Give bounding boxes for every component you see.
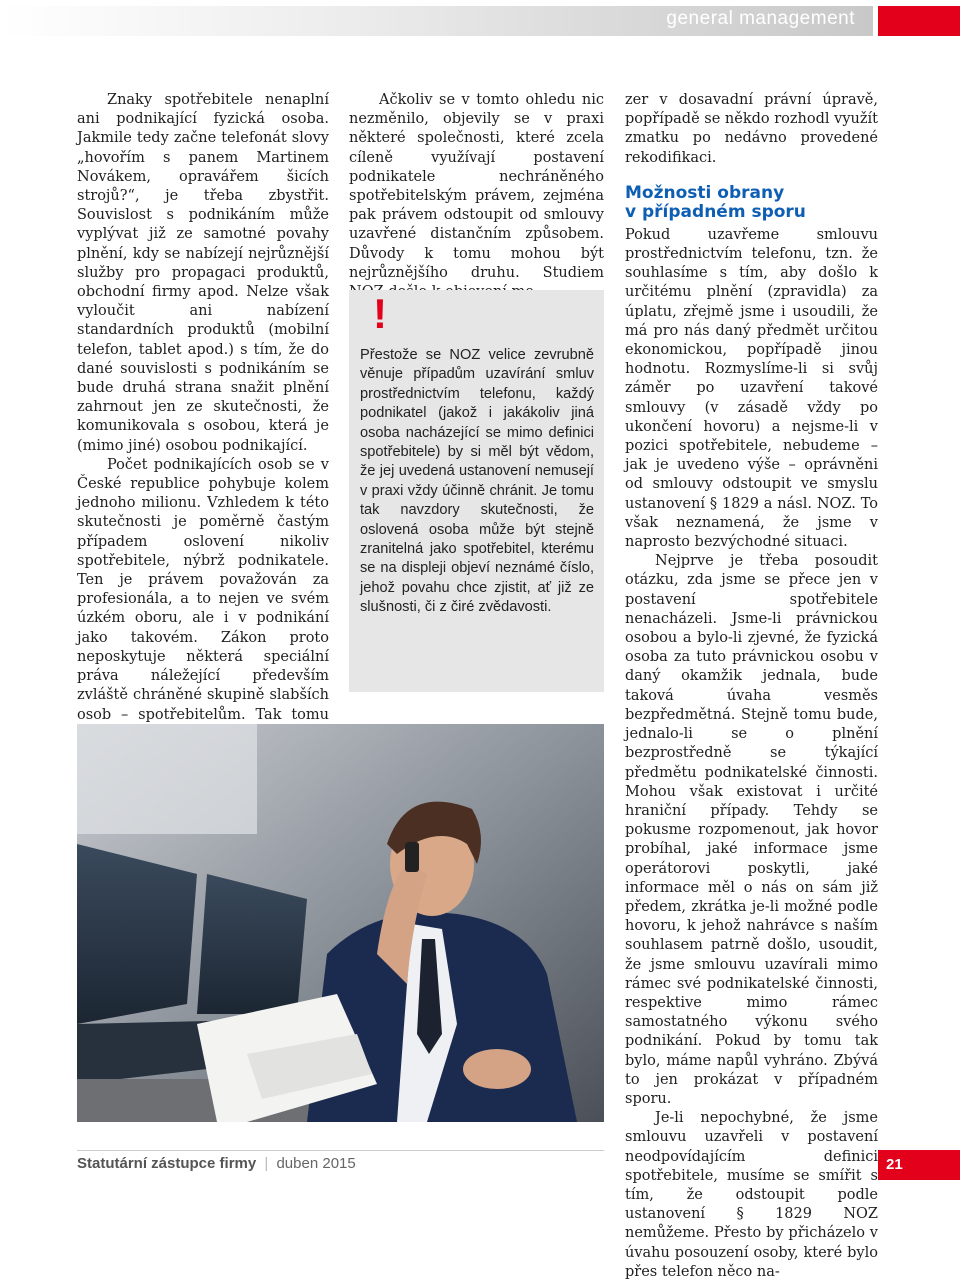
paragraph: Počet podnikajících osob se v České republice pohybuje kolem jednoho milionu. Vzhledem k této skutečnosti je poměrně častým případem oslovení nikoliv spotřebitele, nýbrž podnikatele. Ten je právem považován za profesionála, a to nejen ve svém úzkém oboru, ale i v podnikání jako takovém. Zákon proto neposkytuje některá speciální práva náležející především zvláště chráněné skupině slabších osob – spotřebitelům. Tak tomu [77, 456, 329, 723]
header-bar [0, 6, 873, 36]
article-column-2 [349, 91, 604, 302]
footer-rule [77, 1150, 604, 1151]
header-accent [878, 6, 960, 36]
article-column-1 [77, 91, 329, 802]
section-title: general management [666, 8, 855, 29]
businessman-photo-illustration [77, 724, 604, 1122]
section-heading-line: v případném sporu [625, 201, 806, 222]
section-heading [625, 184, 878, 222]
section-heading-line: Možnosti obrany [625, 182, 785, 203]
footer-separator: | [264, 1155, 269, 1172]
paragraph: Pokud uzavřeme smlouvu prostřednictvím telefonu, tzn. že souhlasíme s tím, aby došlo k určitému plnění (zpravidla) za úplatu, zřejmě jsme i usoudili, že má pro nás daný předmět určitou ekonomickou, popřípadě jinou hodnotu. Rozmyslíme-li si svůj záměr po uzavření takové smlouvy (v zásadě vždy po ukončení hovoru) a nejsme-li v pozici spotřebitele, nebudeme – jak je uvedeno výše – oprávněni od smlouvy odstoupit ve smyslu ustanovení § 1829 a násl. NOZ. To však neznamená, že jsme v naprosto bezvýchodné situaci. [625, 226, 878, 551]
paragraph: zer v dosavadní právní úpravě, popřípadě se někdo rozhodl využít zmatku po nedávno provedené rekodifikaci. [625, 92, 878, 166]
footer [77, 1155, 356, 1172]
issue-date: duben 2015 [276, 1155, 356, 1172]
page-number: 21 [878, 1150, 960, 1180]
callout-text: Přestože se NOZ velice zevrubně věnuje případům uzavírání smluv prostřednictvím telefonu, každý podnikatel (jakož i jakákoliv jiná osoba nacházející se mimo definici spotřebitele) by si měl být vědom, že jej uvedená ustanovení nemusejí v praxi vždy účinně chránit. Je tomu tak navzdory skutečnosti, že oslovená osoba může být stejně zranitelná jako spotřebitel, kterému se na displeji objeví neznámé číslo, jehož povahu chce zjistit, ať již ze slušnosti, či z čiré zvědavosti. [360, 347, 594, 616]
article-column-3 [625, 91, 878, 1282]
callout-box [349, 290, 604, 692]
article-photo [77, 724, 604, 1122]
paragraph: Ačkoliv se v tomto ohledu nic nezměnilo, objevily se v praxi některé společnosti, které zcela cíleně využívají postavení podnikatele nechráněného spotřebitelským právem, zejména pak právem odstoupit od smlouvy uzavřené distančním způsobem. Důvody k tomu mohou být nejrůznějšího druhu. Studiem [349, 92, 604, 281]
exclamation-icon: ! [373, 290, 387, 337]
paragraph: Znaky spotřebitele nenaplní ani podnikající fyzická osoba. Jakmile tedy začne telefonát slovy „hovořím s panem Martinem Novákem, opravářem šicích strojů?“, je třeba zbystřit. Souvislost s podnikáním může vyplývat již ze samotné povahy plnění, kdy se nabízejí nejrůznější služby pro propagaci produktů, obchodní firmy apod. Nelze však vyloučit ani nabízení standardních produktů (mobilní telefon, tablet apod.) s tím, že do dané souvislosti s podnikáním se bude druhá strana snažit plnění zahrnout jen ze skutečnosti, že komunikovala s osobou, která je (mimo jiné) osobou podnikající. [77, 92, 329, 454]
publication-name: Statutární zástupce firmy [77, 1155, 257, 1172]
paragraph: Nejprve je třeba posoudit otázku, zda jsme se přece jen v postavení spotřebitele nenacházeli. Jsme-li právnickou osobou a bylo-li zjevné, že fyzická osoba za tuto právnickou osobu v daný okamžik jednala, bude taková úvaha vesměs bezpředmětná. Stejně tomu bude, jednalo-li se o plnění bezprostředně se týkající předmětu podnikatelské činnosti. Mohou však existovat i určité hraniční případy. Tehdy se pokusme rozpomenout, jak hovor probíhal, jaké informace jsme operátorovi poskytli, jaké informace měl o nás on sám již předem, zkrátka je-li možné podle hovoru, k jehož nahrávce s naším souhlasem patrně došlo, usoudit, že jsme smlouvu uzavírali mimo rámec své podnikatelské činnosti, respektive mimo rámec samostatného výkonu svého podnikání. Pokud by tomu tak bylo, máme napůl vyhráno. Zbývá to jen prokázat v případném sporu. [625, 553, 878, 1107]
paragraph: Je-li nepochybné, že jsme smlouvu uzavřeli v postavení neodpovídajícím definici spotřebitele, musíme se smířit s tím, že odstoupit podle ustanovení § 1829 NOZ nemůžeme. Přesto by přicházelo v úvahu posouzení osoby, které bylo přes telefon něco na- [625, 1110, 878, 1280]
